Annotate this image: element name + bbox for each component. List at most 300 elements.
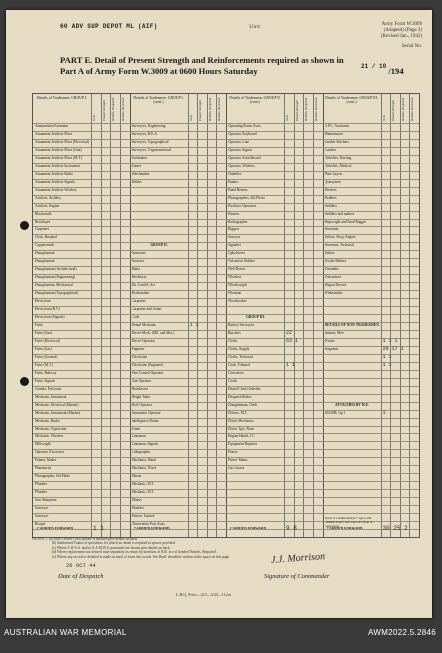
trade-label: Infantry Men (324, 330, 344, 335)
note-line: (e) Where any record or detailed is made on back of form, this words 'See Back' should be written in the space on this page. (52, 554, 230, 559)
column-divider (120, 94, 121, 537)
row-rule (33, 203, 419, 204)
trade-label: Operator, Excavator (35, 450, 64, 455)
trade-label: Fitter (M.T.) (35, 362, 53, 367)
trade-label: ATTACHED BY W.E. (335, 402, 369, 407)
trade-label: Photographers, Std Photo (228, 195, 265, 200)
row-rule (33, 529, 419, 530)
trade-label: Mechanic, Typewriter (35, 426, 67, 431)
trade-label: Fitter, Railway (35, 370, 57, 375)
trade-label: Photographer, Std Photo (35, 474, 71, 479)
column-divider (294, 94, 295, 537)
trade-label: Pharmacist (35, 466, 51, 471)
trade-label: Draughtsman (Engineering) (35, 275, 76, 280)
trade-label: Saddlers (324, 203, 337, 208)
trade-label: Storemen, Technical (324, 243, 354, 248)
trade-label: Artificer, Engine (35, 203, 60, 208)
trade-label: Clerks (228, 338, 238, 343)
row-rule (33, 306, 419, 307)
notes (32, 537, 418, 559)
handwritten-entry: 20 17 1 (382, 345, 404, 352)
title-year: /194 (388, 66, 404, 76)
trade-label: Linesman, Signals (131, 442, 159, 447)
carried-forward-label: CARRIED FORWARD (326, 527, 363, 531)
trade-label: GROUP III. (246, 315, 265, 320)
row-rule (33, 179, 419, 180)
trade-label: Instrument Operator (131, 410, 161, 415)
trade-label: Well Borers (228, 267, 246, 272)
trade-label: Turner (131, 163, 142, 168)
trade-label: Bricklayer (35, 219, 51, 224)
handwritten-entry: 1 1 1 (382, 337, 398, 344)
handwritten-entry: 1 1 (382, 361, 392, 368)
trade-label: Hairdresser (131, 386, 149, 391)
row-rule (33, 266, 419, 267)
trade-label: Mechanic, Radio (35, 418, 60, 423)
form-ref-line: (Adapted) (Page 2) (383, 28, 422, 33)
row-rule (33, 481, 419, 482)
trade-label: Maintenance (324, 131, 344, 136)
trade-label: Orderlies (228, 171, 242, 176)
trade-label: Welder (131, 179, 142, 184)
row-rule (33, 426, 419, 427)
handwritten-entry: 63 1 (286, 337, 299, 344)
carried-forward-label: CARRIED FORWARD (133, 527, 170, 531)
trade-label: Mechanic, Wireless (35, 434, 64, 439)
title-date-fill: 21 / 10 (361, 63, 387, 70)
trade-label: Surveyors, Engineering (131, 124, 166, 128)
trade-label: Pattern, Trained (131, 514, 155, 519)
trade-label: Operator, Signal (228, 147, 252, 152)
trade-label: Engineer (131, 346, 145, 351)
row-rule (33, 449, 419, 450)
row-rule (33, 410, 419, 411)
trade-label: Rodders (324, 195, 337, 200)
trade-label: Mason (131, 474, 142, 479)
trade-label: Tailors, Shop, Engine (324, 235, 356, 240)
trade-label: Panel Beaters (228, 187, 248, 192)
carried-forward-total: 1 1 (93, 525, 104, 532)
trade-label: Blacksmith (35, 211, 52, 216)
trade-label: Drivers, M.T. (228, 410, 248, 415)
trade-label: Wheelers (228, 275, 242, 280)
row-rule (33, 242, 419, 243)
trade-label: Ammunition Examiner (35, 124, 69, 128)
column-heading: Details of Tradesmen. GROUP III. (cont.) (325, 96, 378, 105)
row-rule (33, 433, 419, 434)
trade-label: Armament Artificer Wireless (35, 187, 77, 192)
trade-label: Dental Mechanic (131, 323, 157, 328)
row-rule (33, 234, 419, 235)
title-date (361, 63, 404, 76)
trade-label: Battery Surveyors (228, 323, 255, 328)
trade-label: Fitters' Mates (228, 458, 248, 463)
number-column-heading: Posted Strength (294, 100, 299, 121)
trade-label: Draughtsman (35, 251, 55, 256)
carried-forward-label: CARRIED FORWARD (230, 527, 267, 531)
totals-note: Totals of columns marked * agree with columns 4 and 5 and 3 and 10 of Part A, respectively. (324, 517, 373, 528)
trade-label: Fitter (General) (35, 354, 58, 359)
trade-label: Armament Artificer Fitter (M.T.) (35, 155, 83, 160)
trade-label: Cook, Tribunal (228, 362, 250, 367)
trade-label: Riggers (228, 227, 240, 232)
trade-label: Machinist, Wood (131, 466, 157, 471)
trade-label: Draughtsman (Topographical) (35, 291, 79, 296)
column-divider (110, 94, 111, 537)
trade-label: Surveyors, Topographical (131, 139, 169, 144)
trade-label: Toolmaker (131, 155, 148, 160)
trade-label: Vulcaniser Rubber (228, 259, 255, 264)
trade-label: Fine Control Operator (131, 370, 164, 375)
trade-label: Sergeants (324, 346, 339, 351)
row-rule (33, 386, 419, 387)
row-rule (33, 378, 419, 379)
trade-label: Fitter (Electrical) (35, 338, 60, 343)
trade-label: Engine Hands, I.C. (228, 434, 256, 439)
column-heading: Details of Tradesmen. GROUP I. (36, 96, 88, 100)
trade-label: Draughtsman, Mechanical (35, 283, 73, 288)
row-rule (33, 171, 419, 172)
number-column-heading: Reinfts. Required (304, 97, 309, 121)
number-column-heading: Reinfts. Received (410, 97, 415, 121)
number-column-heading: Reinfts. Required (207, 97, 212, 121)
trade-label: Driver Mechanics (228, 418, 254, 423)
unit-value: 60 ADV SUP DEPOT ML (AIF) (60, 23, 158, 30)
title-line-2: Part A of Army Form W.3009 at 0600 Hours Saturday (60, 66, 258, 76)
trade-label: Lithographer (131, 450, 151, 455)
row-rule (33, 226, 419, 227)
trade-label: Miners (131, 498, 142, 503)
trade-label: Plumber (35, 482, 48, 487)
form-title (60, 55, 390, 77)
trade-label: Armament Artificer Instrument (35, 163, 80, 168)
trade-label: Machinist, Metal (131, 458, 157, 463)
trade-label: Assessor (131, 259, 145, 264)
row-rule (33, 489, 419, 490)
carried-forward-label: CARRIED FORWARD (37, 527, 74, 531)
trade-label: Shipwright and Sand Bagger (324, 219, 366, 224)
trade-label: DETAILS OF NON-TRADESMEN. (324, 323, 380, 328)
column-heading: Details of Tradesmen. GROUP I. (cont.) (133, 96, 184, 105)
trade-label: Textile Makers (324, 259, 347, 264)
trade-label: Painter, Maker (35, 458, 57, 463)
trade-label: Mechanic, Instrument (Marine) (35, 410, 81, 415)
trade-label: Riveters (324, 187, 337, 192)
row-rule (33, 322, 419, 323)
handwritten-entry: 22 (286, 329, 293, 336)
column-divider (284, 94, 285, 537)
trade-label: Quarrymen (324, 179, 341, 184)
handwritten-entry: 1 (382, 409, 386, 416)
column-divider (381, 94, 382, 537)
trade-label: Wireman (228, 291, 242, 296)
row-rule (33, 282, 419, 283)
column-divider (197, 94, 198, 537)
trade-label: Moulder (131, 506, 144, 511)
trade-label: Watchmaker (131, 171, 150, 176)
trade-label: Electrician (Signals) (35, 315, 65, 320)
form-reference (381, 22, 422, 50)
trade-label: Butchers (228, 330, 241, 335)
footer-accession: AWM2022.5.2846 (368, 628, 436, 637)
trade-label: Wagon Drivers (324, 283, 347, 288)
column-divider (207, 94, 208, 537)
trade-label: Rooper (35, 522, 46, 527)
row-rule (33, 123, 419, 124)
trade-label: Electrician (35, 299, 51, 304)
printer-imprint: L.H.Q. Press—413—3/43—112m. (176, 592, 232, 597)
trade-label: Vulcanisers (324, 275, 342, 280)
trade-label: Electrician (B.V.) (35, 307, 61, 312)
trade-label: Armament Artificer Fitter (Electrical) (35, 139, 90, 144)
trade-label: Carpenter (35, 227, 50, 232)
number-column-heading: Reinfts. Received (217, 97, 222, 121)
trade-label: Millwright (35, 442, 51, 447)
handwritten-entry: 1 1 (286, 361, 296, 368)
number-column-heading: W.E. (285, 114, 289, 121)
trade-label: Operator, Wireless (228, 163, 255, 168)
trade-label: Mechanic, Instrument (35, 394, 67, 399)
punch-hole-bottom (20, 377, 29, 386)
column-divider (188, 94, 189, 537)
trade-label: Draughtsman (Architectural) (35, 267, 77, 272)
trade-label: Orderlies, Nursing (324, 155, 352, 160)
trade-label: Fencer (228, 450, 238, 455)
form-ref-line: (Revised Jan., 1942) (380, 34, 422, 39)
trade-label: Electrician (131, 354, 148, 359)
trade-label: Driver-Operator (131, 338, 155, 343)
trade-label: Driver Tpts, Plant (228, 426, 254, 431)
row-rule (33, 362, 419, 363)
row-rule (33, 139, 419, 140)
trade-label: Printers (228, 211, 240, 216)
trade-label: Operator, Line (228, 139, 250, 144)
trade-label: Surveyors, Trigonometrical (131, 147, 172, 152)
form-page (6, 10, 432, 618)
trade-label: Operator, Keyboard (228, 131, 257, 136)
trade-label: Operator, Switchboard (228, 155, 261, 160)
trade-label: Painter (228, 179, 239, 184)
row-rule (33, 418, 419, 419)
row-rule (33, 155, 419, 156)
row-rule (33, 298, 419, 299)
trade-label: Clerk, Hospital (35, 235, 57, 240)
row-rule (33, 290, 419, 291)
trade-label: Armament Artificer Fitter (35, 131, 73, 136)
row-rule (33, 195, 419, 196)
trade-label: Electrician (Engineer) (131, 362, 164, 367)
date-stamp: 26 OCT 44 (66, 562, 96, 569)
trade-label: Private (324, 338, 335, 343)
footer-institution: AUSTRALIAN WAR MEMORIAL (4, 628, 127, 637)
trade-label: Concretors (228, 370, 244, 375)
note-line: NOTES.— (a) Each Officer Class private is detailed give details on back. (32, 537, 138, 541)
trade-label: Hole Operator (131, 402, 153, 407)
trade-label: Wheelwright (228, 283, 247, 288)
carried-forward-total: 30 25 2 (382, 525, 408, 532)
trade-label: Dir. Coml'd, Art (131, 283, 155, 288)
number-column-heading: Reinfts. Received (313, 97, 318, 121)
carried-forward-total: 9 8 (286, 525, 297, 532)
trade-label: Tinsmiths (324, 267, 339, 272)
trade-label: Loaders (324, 147, 337, 152)
block-divider (323, 94, 324, 537)
commander-signature: J.J. Morrison (270, 551, 326, 566)
trade-label: Cooks (228, 378, 238, 383)
trade-label: Tailors (324, 251, 335, 256)
number-column-heading: W.E. (92, 114, 96, 121)
trade-label: Predictor Operators (228, 203, 257, 208)
number-column-heading: Posted Strength (198, 100, 203, 121)
number-column-heading: Reinfts. Received (120, 97, 125, 121)
row-rule (33, 338, 419, 339)
trade-label: Sawyers (228, 235, 241, 240)
trade-label: GROUP II. (150, 243, 168, 248)
trade-label: Whitesmiths (324, 291, 343, 296)
row-rule (33, 465, 419, 466)
row-rule (33, 131, 419, 132)
trade-label: O.P.C. Assistants (324, 124, 350, 128)
note-line: (d) Where replacement not desired state separately as return by insertion of N.R. in col. headed 'Reinfts. Required'. (52, 550, 218, 555)
trade-label: Draughtsman, Clerk (228, 402, 258, 407)
trade-label: Baker (131, 267, 141, 272)
row-rule (33, 250, 419, 251)
trade-label: Saddlers and makers (324, 211, 355, 216)
trade-label: Linesman (131, 434, 146, 439)
trade-label: Surveyor (35, 514, 49, 519)
trade-label: Plumber (35, 490, 48, 495)
column-divider (91, 94, 92, 537)
trade-label: Joiner (131, 426, 141, 431)
number-column-heading: Reinfts. Required (111, 97, 116, 121)
block-divider (226, 94, 227, 537)
trade-label: Boilermaker (131, 291, 150, 296)
trade-label: Equipment Repairer (228, 442, 258, 447)
row-rule (33, 211, 419, 212)
row-rule (33, 346, 419, 347)
row-rule (33, 163, 419, 164)
trade-label: Fitter (Gun) (35, 330, 53, 335)
trade-label: Leather Stitchers (324, 139, 349, 144)
row-rule (33, 147, 419, 148)
trade-label: Grinder, Precision (35, 386, 62, 391)
row-rule (33, 513, 419, 514)
note-line: (c) Where A.W.A.S. and/or A.A.M.W.S. personnel are shown give details on back. (52, 545, 171, 550)
trade-label: Clerks, Technical (228, 354, 254, 359)
trade-label: Orderlies, Medical (324, 163, 352, 168)
unit-line (60, 23, 260, 30)
row-rule (33, 441, 419, 442)
number-column-heading: Posted Strength (101, 100, 106, 121)
trade-label: Operating Room Assts. (228, 124, 262, 128)
row-rule (33, 354, 419, 355)
trade-label: Signaller (228, 243, 241, 248)
block-divider (130, 94, 131, 537)
trade-label: Mechanic, Electrical (Marine) (35, 402, 79, 407)
form-ref-line: Serial No. (401, 44, 422, 49)
trade-label: Radiographer (228, 219, 248, 224)
trade-label: Armament Artificer Radio (35, 171, 73, 176)
trade-label: Upholsterer (228, 251, 245, 256)
trade-label: Artificer, Artillery (35, 195, 62, 200)
trade-label: Clerks, Supply (228, 346, 250, 351)
trade-label: Plate Layers (324, 171, 343, 176)
trade-label: Gas Layers (228, 466, 245, 471)
trade-label: Carpenter (131, 299, 146, 304)
row-rule (33, 187, 419, 188)
signature-of-commander-label: Signature of Commander (264, 573, 330, 580)
row-rule (33, 258, 419, 259)
trade-label: Carpenter and Joiner (131, 307, 162, 312)
number-column-heading: Reinfts. Required (400, 97, 405, 121)
trade-label: Mechanic, M.T. (131, 482, 155, 487)
trade-label: Fitter, Signals (35, 378, 56, 383)
column-divider (216, 94, 217, 537)
form-ref-line: Army Form W.3009 (381, 22, 422, 27)
trade-label: Bricklayer (131, 275, 147, 280)
trade-label: Height Taker (131, 394, 151, 399)
column-divider (303, 94, 304, 537)
trade-label: Dental Clerk Orderlies (228, 386, 261, 391)
number-column-heading: W.E. (381, 114, 386, 121)
row-rule (33, 473, 419, 474)
row-rule (33, 274, 419, 275)
row-rule (33, 370, 419, 371)
trade-label: Armament Artificer Fitter (Gun) (35, 147, 82, 152)
column-divider (409, 94, 410, 537)
trade-label: Fitter (Gas) (35, 346, 52, 351)
row-rule (33, 402, 419, 403)
trade-label: Armourer (131, 251, 146, 256)
trade-label: Storeman (324, 227, 339, 232)
column-divider (390, 94, 391, 537)
trade-label: Surveyors, R.E.A. (131, 131, 158, 136)
number-column-heading: W.E. (188, 114, 193, 121)
column-heading: Details of Tradesmen. GROUP II. (cont.) (229, 96, 281, 105)
trade-label: Driver-Mech. (Mil. and Mot.) (131, 330, 175, 335)
column-divider (101, 94, 102, 537)
trade-label: Gun Operator (131, 378, 152, 383)
punch-hole-top (20, 221, 29, 230)
strength-table (32, 93, 420, 538)
trade-label: MAJOR, Gp 1 (324, 410, 346, 415)
row-rule (33, 219, 419, 220)
trade-label: Fitter (35, 323, 43, 328)
trade-label: Mechanic, M.T. (131, 490, 155, 495)
row-rule (33, 330, 419, 331)
row-rule (33, 394, 419, 395)
trade-label: Woodworker (228, 299, 247, 304)
trade-label: Saw Sharpener (35, 498, 57, 503)
date-of-despatch-label: Date of Despatch (58, 573, 104, 580)
trade-label: Intelligence Duties (131, 418, 159, 423)
column-divider (313, 94, 314, 537)
row-rule (33, 505, 419, 506)
handwritten-entry: 1 1 (189, 322, 199, 329)
trade-label: Coppersmith (35, 243, 54, 248)
column-divider (400, 94, 401, 537)
unit-label: Unit (249, 24, 261, 30)
trade-label: Armament Artificer Signals (35, 179, 75, 184)
handwritten-entry: 1 1 (382, 353, 392, 360)
note-line: (b) Authorised Trades of specialists for which no detail is required in spaces provided. (52, 541, 176, 546)
trade-label: Surveyor (35, 506, 49, 511)
trade-label: Cook (131, 315, 140, 320)
number-column-heading: Posted Strength (391, 100, 396, 121)
row-rule (33, 457, 419, 458)
trade-label: Despatch Riders (228, 394, 252, 399)
row-rule (33, 497, 419, 498)
